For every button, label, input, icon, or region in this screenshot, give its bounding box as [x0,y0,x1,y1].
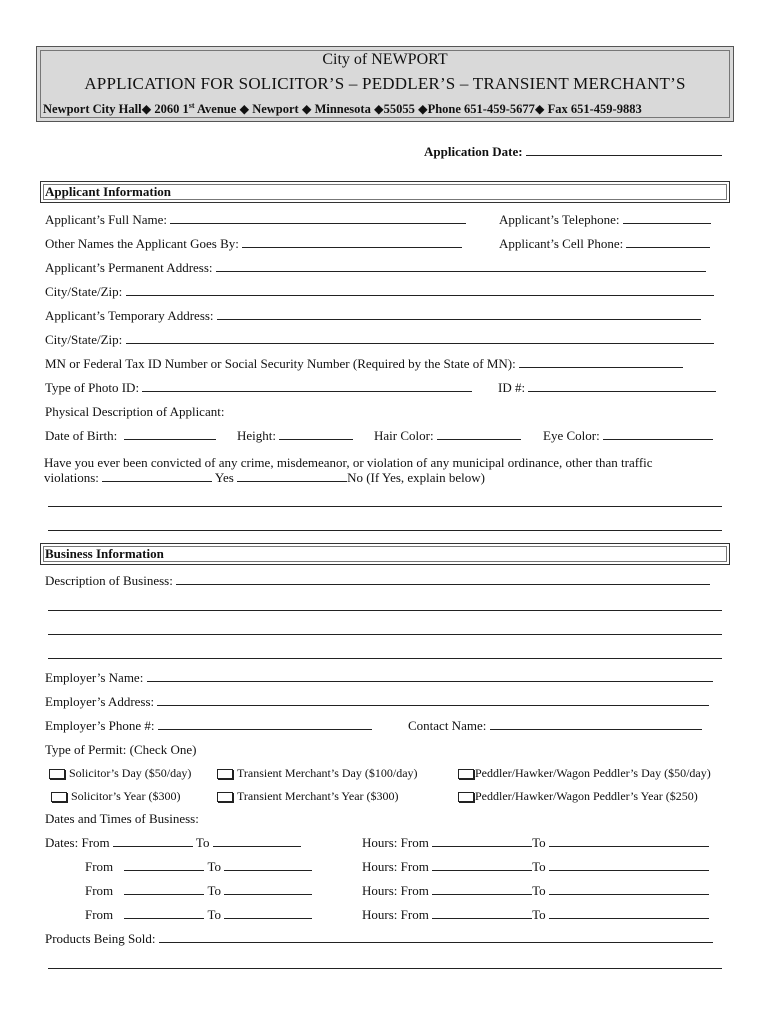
application-date-label: Application Date: [424,144,523,159]
checkbox-icon[interactable] [49,769,65,779]
permit-label: Solicitor’s Day ($50/day) [69,766,192,780]
from-label: From [85,883,114,898]
eye-row [543,428,713,444]
products-label: Products Being Sold: [45,931,156,946]
city-state-zip-2-label: City/State/Zip: [45,332,123,347]
contact-city: Newport [249,102,299,117]
no-field[interactable] [237,470,347,482]
date-from-field[interactable] [124,883,204,895]
checkbox-icon[interactable] [51,792,67,802]
telephone-label: Applicant’s Telephone: [499,212,620,227]
contact-state: Minnesota [311,102,371,117]
to-label: To [532,835,546,850]
form-title: APPLICATION FOR SOLICITOR’S – PEDDLER’S – TRANSIENT MERCHANT’S [84,74,686,93]
cell-phone-row [499,236,710,252]
contact-street-num: 2060 1 [151,102,189,117]
city-state-zip-label: City/State/Zip: [45,284,123,299]
permit-label: Peddler/Hawker/Wagon Peddler’s Day ($50/day) [475,766,711,780]
hours-from-label: Hours: From [362,907,429,922]
dates-row-2 [85,859,312,875]
city-name: City of NEWPORT [322,51,448,68]
telephone-row [499,212,711,228]
hours-row-2 [362,859,709,875]
applicant-section-header [40,181,730,203]
application-date-row [424,144,722,160]
employer-phone-row [45,718,372,734]
description-label: Description of Business: [45,573,173,588]
id-number-label: ID #: [498,380,526,395]
city-state-zip-row [45,284,714,300]
to-label: To [207,907,221,922]
description-field[interactable] [176,573,710,585]
height-row [237,428,353,444]
hair-field[interactable] [437,428,521,440]
hours-to-field[interactable] [549,835,709,847]
city-state-zip-2-row [45,332,714,348]
full-name-row [45,212,466,228]
dates-from-label: Dates: From [45,835,110,850]
checkbox-icon[interactable] [458,792,474,802]
from-label: From [85,907,114,922]
conviction-answer-row [44,470,726,485]
permit-option-solicitor-year[interactable] [51,789,180,804]
yes-field[interactable] [102,470,212,482]
permanent-address-field[interactable] [216,260,706,272]
permit-option-solicitor-day[interactable] [49,766,191,781]
permanent-address-label: Applicant’s Permanent Address: [45,260,213,275]
contact-hall: Newport City Hall [43,102,142,117]
employer-phone-label: Employer’s Phone #: [45,718,155,733]
permit-label: Peddler/Hawker/Wagon Peddler’s Year ($250) [475,789,698,803]
employer-address-field[interactable] [157,694,709,706]
hours-row-1 [362,835,709,851]
from-label: From [85,859,114,874]
contact-name-row [408,718,702,734]
to-label: To [195,835,210,850]
contact-zip: 55055 [383,102,415,117]
to-label: To [532,859,546,874]
other-names-row [45,236,462,252]
id-number-field[interactable] [528,380,716,392]
to-label: To [207,859,221,874]
to-label: To [532,883,546,898]
city-state-zip-field[interactable] [126,284,714,296]
permit-type-label: Type of Permit: (Check One) [45,742,197,757]
no-label: No (If Yes, explain below) [347,470,486,485]
employer-phone-field[interactable] [158,718,372,730]
photo-id-field[interactable] [142,380,472,392]
hours-from-label: Hours: From [362,835,429,850]
hours-from-field[interactable] [432,859,532,871]
hours-from-label: Hours: From [362,883,429,898]
to-label: To [532,907,546,922]
date-from-field[interactable] [124,859,204,871]
checkbox-icon[interactable] [217,792,233,802]
description-row [45,573,710,589]
hours-from-field[interactable] [432,907,532,919]
hours-row-4 [362,907,709,923]
employer-name-field[interactable] [147,670,713,682]
eye-field[interactable] [603,428,713,440]
temporary-address-label: Applicant’s Temporary Address: [45,308,214,323]
height-field[interactable] [279,428,353,440]
permanent-address-row [45,260,706,276]
products-row [45,931,713,947]
contact-name-label: Contact Name: [408,718,487,733]
explain-line-2[interactable] [48,530,722,531]
city-state-zip-2-field[interactable] [126,332,714,344]
eye-label: Eye Color: [543,428,600,443]
contact-sup: st [188,101,195,110]
checkbox-icon[interactable] [458,769,474,779]
products-line-2[interactable] [48,968,722,969]
hours-row-3 [362,883,709,899]
cell-phone-field[interactable] [626,236,710,248]
business-section-title: Business Information [45,546,164,561]
employer-name-label: Employer’s Name: [45,670,144,685]
contact-street: Avenue [194,102,237,117]
date-from-field[interactable] [124,907,204,919]
photo-id-label: Type of Photo ID: [45,380,140,395]
applicant-section-title: Applicant Information [45,184,172,199]
conviction-question-text: Have you ever been convicted of any crime, misdemeanor, or violation of any municipal ordinance, other than traffic [44,455,653,470]
permit-option-transient-year[interactable] [217,789,399,804]
dates-row-1 [45,835,301,851]
full-name-field[interactable] [170,212,466,224]
dob-row [45,428,216,444]
conviction-question [44,455,726,485]
date-from-field[interactable] [113,835,193,847]
hours-to-field[interactable] [549,907,709,919]
yes-label: Yes [214,470,234,485]
hours-to-field[interactable] [549,859,709,871]
other-names-field[interactable] [242,236,462,248]
application-date-field[interactable] [526,144,722,156]
tax-id-row [45,356,683,372]
description-line-3[interactable] [48,634,722,635]
permit-option-peddler-year[interactable] [458,789,698,804]
dates-row-4 [85,907,312,923]
employer-address-row [45,694,709,710]
contact-line: Newport City Hall◆ 2060 1st Avenue ◆ Newport ◆ Minnesota ◆55055 ◆Phone 651-459-5677◆ Fax 651-459-9883 [43,101,642,117]
cell-phone-label: Applicant’s Cell Phone: [499,236,624,251]
permit-option-transient-day[interactable] [217,766,418,781]
hours-from-field[interactable] [432,883,532,895]
business-section-header [40,543,730,565]
physical-description-label: Physical Description of Applicant: [45,404,225,419]
dates-row-3 [85,883,312,899]
description-line-2[interactable] [48,610,722,611]
contact-name-field[interactable] [490,718,702,730]
checkbox-icon[interactable] [217,769,233,779]
telephone-field[interactable] [623,212,711,224]
form-header [36,46,734,122]
explain-line-1[interactable] [48,506,722,507]
date-to-field[interactable] [224,883,312,895]
hair-row [374,428,521,444]
tax-id-label: MN or Federal Tax ID Number or Social Security Number (Required by the State of MN): [45,356,516,371]
dob-field[interactable] [124,428,216,440]
employer-address-label: Employer’s Address: [45,694,155,709]
temporary-address-row [45,308,701,324]
permit-option-peddler-day[interactable] [458,766,711,781]
permit-label: Transient Merchant’s Day ($100/day) [237,766,418,780]
employer-name-row [45,670,713,686]
date-to-field[interactable] [224,859,312,871]
hours-to-field[interactable] [549,883,709,895]
to-label: To [207,883,221,898]
products-field[interactable] [159,931,713,943]
hours-from-field[interactable] [432,835,532,847]
permit-label: Transient Merchant’s Year ($300) [237,789,399,803]
contact-fax: Fax 651-459-9883 [544,102,642,117]
other-names-label: Other Names the Applicant Goes By: [45,236,239,251]
hair-label: Hair Color: [374,428,434,443]
violations-label: violations: [44,470,99,485]
photo-id-row [45,380,472,396]
contact-phone: Phone 651-459-5677 [427,102,535,117]
full-name-label: Applicant’s Full Name: [45,212,168,227]
permit-label: Solicitor’s Year ($300) [71,789,181,803]
id-number-row [498,380,716,396]
description-line-4[interactable] [48,658,722,659]
dob-label: Date of Birth: [45,428,118,443]
date-to-field[interactable] [213,835,301,847]
temporary-address-field[interactable] [217,308,701,320]
hours-from-label: Hours: From [362,859,429,874]
height-label: Height: [237,428,276,443]
dates-times-label: Dates and Times of Business: [45,811,199,826]
date-to-field[interactable] [224,907,312,919]
tax-id-field[interactable] [519,356,683,368]
